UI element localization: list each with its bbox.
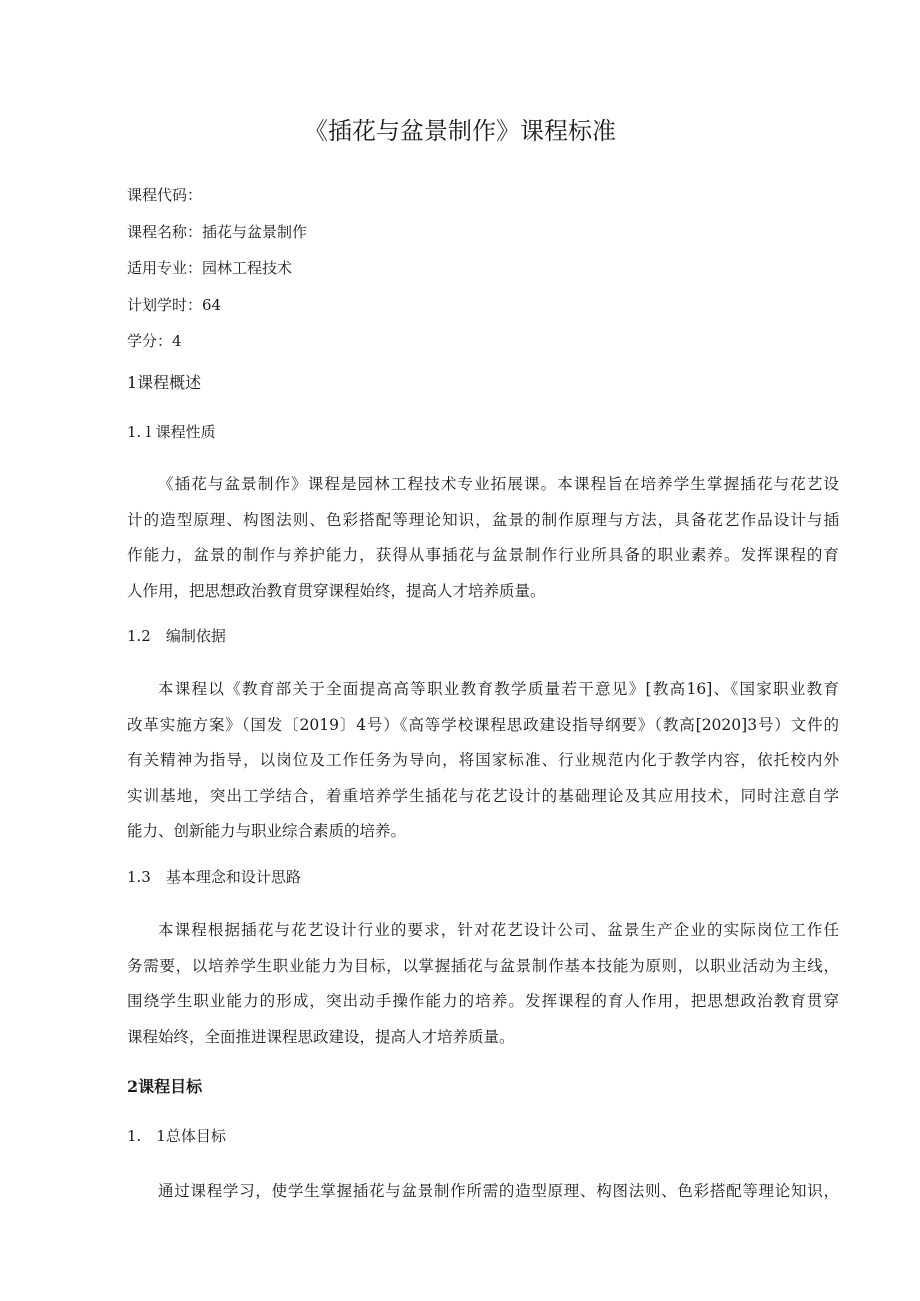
paragraph-line: 《插花与盆景制作》课程是园林工程技术专业拓展课。本课程旨在培养学生掌握插花与花艺设 [158, 475, 839, 493]
paragraph-line: 作能力，盆景的制作与养护能力，获得从事插花与盆景制作行业所具备的职业素养。发挥课程的育 [127, 546, 839, 564]
paragraph-line: 人作用，把思想政治教育贯穿课程始终，提高人才培养质量。 [127, 581, 546, 600]
paragraph-line: 计的造型原理、构图法则、色彩搭配等理论知识，盆景的制作原理与方法，具备花艺作品设计与插 [127, 510, 839, 529]
document-title: 《插花与盆景制作》课程标准 [304, 117, 616, 145]
course-major: 适用专业：园林工程技术 [127, 259, 293, 277]
subsection-heading-nature: 1. l 课程性质 [127, 423, 216, 441]
paragraph-line: 围绕学生职业能力的形成，突出动手操作能力的培养。发挥课程的育人作用，把思想政治教育贯穿 [127, 992, 839, 1010]
paragraph-design-ideas [127, 913, 839, 1055]
course-hours: 计划学时：64 [127, 296, 222, 314]
paragraph-line: 改革实施方案》（国发〔2019〕4号）《高等学校课程思政建设指导纲要》（教高[2020]3号）文件的 [127, 715, 839, 734]
paragraph-line: 课程始终，全面推进课程思政建设，提高人才培养质量。 [127, 1027, 515, 1046]
section-heading-objectives: 2课程目标 [127, 1077, 203, 1096]
paragraph-line: 有关精神为指导，以岗位及工作任务为导向，将国家标准、行业规范内化于教学内容，依托校内外 [127, 751, 839, 769]
course-credits: 学分：4 [127, 332, 182, 350]
paragraph-line: 能力、创新能力与职业综合素质的培养。 [127, 822, 407, 840]
subsection-heading-overall-objective: 1. 1总体目标 [127, 1127, 226, 1145]
course-code: 课程代码： [127, 186, 203, 204]
paragraph-course-nature [127, 467, 839, 609]
paragraph-overall-objective [127, 1174, 839, 1210]
course-name: 课程名称：插花与盆景制作 [127, 223, 308, 241]
subsection-heading-basis: 1.2 编制依据 [127, 627, 226, 645]
paragraph-line: 实训基地，突出工学结合，着重培养学生插花与花艺设计的基础理论及其应用技术，同时注意自学 [127, 786, 839, 805]
paragraph-line: 通过课程学习，使学生掌握插花与盆景制作所需的造型原理、构图法则、色彩搭配等理论知识， [158, 1182, 839, 1200]
paragraph-line: 本课程以《教育部关于全面提高高等职业教育教学质量若干意见》[教高16]、《国家职业教育 [158, 680, 839, 698]
paragraph-line: 本课程根据插花与花艺设计行业的要求，针对花艺设计公司、盆景生产企业的实际岗位工作任 [158, 921, 839, 939]
subsection-heading-design-ideas: 1.3 基本理念和设计思路 [127, 868, 301, 886]
paragraph-line: 务需要，以培养学生职业能力为目标，以掌握插花与盆景制作基本技能为原则，以职业活动为主线， [127, 956, 839, 975]
section-heading-overview: 1课程概述 [127, 373, 202, 392]
paragraph-compilation-basis [127, 672, 839, 850]
